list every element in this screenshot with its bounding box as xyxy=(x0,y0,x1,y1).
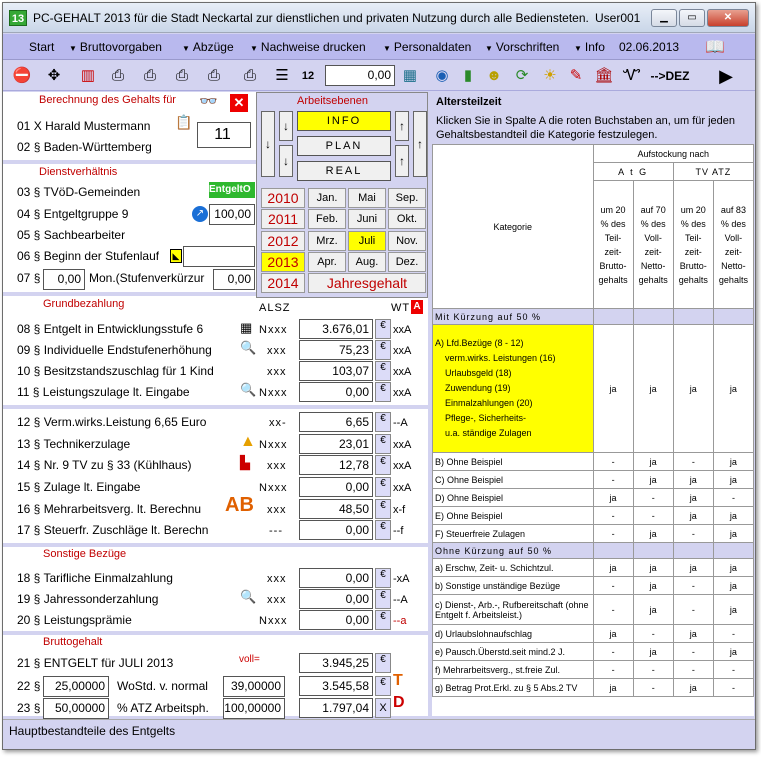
triangle-icon[interactable]: ◣ xyxy=(170,249,182,263)
barchart-icon[interactable]: ▙ xyxy=(240,455,250,470)
menu-info[interactable]: ▼ Info xyxy=(574,40,605,54)
section-berechnung: Berechnung des Gehalts für xyxy=(39,94,176,106)
title-bar xyxy=(3,3,755,33)
printer-color-icon[interactable]: ▥ xyxy=(80,67,96,84)
magnifier-icon[interactable]: 🔍 xyxy=(240,589,257,604)
book-icon[interactable]: 📖 xyxy=(705,39,725,56)
a-line: Einmalzahlungen (20) xyxy=(445,398,533,408)
month-dez[interactable]: Dez. xyxy=(388,252,426,272)
section-sonst: Sonstige Bezüge xyxy=(43,548,127,560)
cell: ja xyxy=(713,325,753,453)
a-line: u.a. ständige Zulagen xyxy=(445,428,532,438)
user-label: User001 xyxy=(595,11,641,25)
printer3-icon[interactable]: ⎙ xyxy=(175,67,188,84)
stack-icon[interactable]: ☰ xyxy=(275,67,289,84)
euro-label: € xyxy=(375,589,391,609)
euro-label: € xyxy=(375,434,391,454)
edit-icon[interactable]: ✎ xyxy=(569,67,583,84)
row-02: 02 § Baden-Württemberg xyxy=(17,140,152,154)
row-g2[interactable]: g) Betrag Prot.Erkl. zu § 5 Abs.2 TV ja - ja - xyxy=(433,679,754,697)
amount-field[interactable]: 0,00 xyxy=(325,65,395,86)
cell: ja xyxy=(593,325,633,453)
atz-value-field[interactable]: 1.797,04 xyxy=(299,698,373,718)
row-d2[interactable]: d) Urlaubslohnaufschlag ja - ja - xyxy=(433,625,754,643)
delete-icon[interactable]: ✕ xyxy=(230,94,248,112)
row-03: 03 § TVöD-Gemeinden xyxy=(17,185,141,199)
month-field[interactable]: 11 xyxy=(197,122,251,148)
euro-label: € xyxy=(375,340,391,360)
menu-start[interactable]: Start xyxy=(29,40,55,54)
month-aug[interactable]: Aug. xyxy=(348,252,386,272)
printer-icon[interactable]: ⎙ xyxy=(111,67,124,84)
ohne-kuerzung-row: Ohne Kürzung auf 50 % xyxy=(433,543,594,559)
clipboard-icon[interactable]: 📋 xyxy=(175,114,193,130)
arbeitsebenen-title: Arbeitsebenen xyxy=(297,95,368,107)
month-mrz[interactable]: Mrz. xyxy=(308,231,346,251)
arrow-up-long-icon[interactable]: ↑ xyxy=(413,111,427,177)
year-2014[interactable]: 2014 xyxy=(261,273,305,293)
value-field[interactable]: 0,00 xyxy=(299,589,373,609)
row-e2[interactable]: e) Pausch.Überstd.seit mind.2 J. - ja - ja xyxy=(433,643,754,661)
header-col3: um 20 % des Teil- zeit- Brutto- gehalts xyxy=(673,181,713,309)
euro-label: € xyxy=(375,361,391,381)
row-a[interactable] xyxy=(433,325,754,453)
arrow-down2-icon[interactable]: ↓ xyxy=(279,145,293,177)
arbeitsebenen-panel xyxy=(256,92,428,298)
row-05: 05 § Sachbearbeiter xyxy=(17,228,126,242)
value-field[interactable]: 0,00 xyxy=(299,520,373,540)
arrow-circle-icon[interactable]: ↗ xyxy=(192,206,208,222)
separator xyxy=(3,631,428,635)
people-icon[interactable]: ☻ xyxy=(486,67,502,84)
altersteilzeit-title: Altersteilzeit xyxy=(436,96,502,108)
printer2-icon[interactable]: ⎙ xyxy=(143,67,156,84)
menu-vorschriften[interactable]: ▼ Vorschriften xyxy=(485,40,560,54)
row-b2[interactable]: b) Sonstige unständige Bezüge - ja - ja xyxy=(433,577,754,595)
row-23-label: % ATZ Arbeitsph. xyxy=(117,701,209,715)
arrow-up2-icon[interactable]: ↑ xyxy=(395,145,409,177)
window-title: PC-GEHALT 2013 für die Stadt Neckartal zur dienstlichen und privaten Nutzung durch alle Bediensteten. xyxy=(33,11,589,25)
euro-label: € xyxy=(375,653,391,673)
printer4-icon[interactable]: ⎙ xyxy=(207,67,220,84)
a-line: Zuwendung (19) xyxy=(445,383,511,393)
euro-label: € xyxy=(375,477,391,497)
kategorie-table xyxy=(432,144,754,697)
value-field[interactable]: 48,50 xyxy=(299,499,373,519)
stufen-month-field[interactable]: 0,00 xyxy=(43,269,85,290)
euro-label: € xyxy=(375,455,391,475)
euro-label: € xyxy=(375,412,391,432)
left-panel: Berechnung des Gehalts für 👓 ✕ 01 X Harald Mustermann 📋 11 02 § Baden-Württemberg Dienstverhältnis 03 § TVöD-Gemeinden EntgeltO 04 § Entgeltgruppe 9 ↗ 100,00 05 § Sachbearbeiter 06 § Beginn der Stufenlauf ◣ 07 § 0,00 Mon.(Stufenverkürzur 0,00 Grundbezahlung ALSZ WT A 08 § Entgelt in Entwicklungsstufe 6 ▦ Nxxx 3.676,01 € xxA 09 § Individuelle Endstufenerhöhung 🔍 xxx 75,23 € xxA 10 § Besitzstandszuschlag für 1 Kind xxx 103,07 € xxA 11 § Leistungszulage lt. Eingabe 🔍 Nxxx 0,00 € xxA 12 § Verm.wirks.Leistung 6,65 Euro xx- 6,65 € --A 13 § Technikerzulage ▲ Nxxx 23,01 € xxA 14 § Nr. 9 TV zu § 33 (Kühlhaus) ▙ xxx 12,78 € xxA 15 § Zulage lt. Eingabe Nxxx 0,00 € xxA 16 § Mehrarbeitsverg. lt. Berechnu AB xxx 48,50 € x-f 17 § Steuerfr. Zuschläge lt. Berechn --- 0,00 € --f Sonstige Bezüge 18 § Tarifliche Einmalzahlung xxx 0,00 € -xA 19 § Jahressonderzahlung 🔍 xxx 0,00 € --A 20 § Leistungsprämie Nxxx 0,00 € --a Bruttogehalt 21 § ENTGELT für JULI 2013 voll= 3.945,25 € 22 § 25,00000 WoStd. v. normal 39,00000 3.545,58 € T 23 § 50,00000 % ATZ Arbeitsph. 100,00000 1.797,04 X D xyxy=(3,92,428,716)
row-c[interactable]: C) Ohne Beispiel - ja ja ja xyxy=(433,471,754,489)
year-2010[interactable]: 2010 xyxy=(261,188,305,208)
section-grund: Grundbezahlung xyxy=(43,298,125,310)
value-field[interactable]: 6,65 xyxy=(299,412,373,432)
row-e[interactable]: E) Ohne Beispiel - - ja ja xyxy=(433,507,754,525)
value-field[interactable]: 103,07 xyxy=(299,361,373,381)
a-line: Pflege-, Sicherheits- xyxy=(445,413,527,423)
month-apr[interactable]: Apr. xyxy=(308,252,346,272)
menu-bar xyxy=(3,34,755,60)
header-col2: auf 70 % des Voll- zeit- Netto- gehalts xyxy=(633,181,673,309)
row-b[interactable]: B) Ohne Beispiel - ja - ja xyxy=(433,453,754,471)
sun-icon[interactable]: ☀ xyxy=(543,67,557,84)
value-field[interactable]: 12,78 xyxy=(299,455,373,475)
a-line: verm.wirks. Leistungen (16) xyxy=(445,353,556,363)
value-field[interactable]: 0,00 xyxy=(299,477,373,497)
printer5-icon[interactable]: ⎙ xyxy=(243,67,256,84)
arrow-up-icon[interactable]: ↑ xyxy=(395,111,409,141)
month-juli[interactable]: Juli xyxy=(348,231,386,251)
d-icon[interactable]: D xyxy=(393,694,405,711)
magnifier-icon[interactable]: 🔍 xyxy=(240,340,257,355)
value-field[interactable]: 3.676,01 xyxy=(299,319,373,339)
euro-label: € xyxy=(375,520,391,540)
atz-percent-field[interactable]: 50,00000 xyxy=(43,698,109,719)
header-kategorie: Kategorie xyxy=(433,145,594,309)
row-23-num: 23 § xyxy=(17,701,41,715)
row-07-label: 07 § xyxy=(17,271,41,285)
row-22-num: 22 § xyxy=(17,679,41,693)
month-feb[interactable]: Feb. xyxy=(308,209,346,229)
month-jan[interactable]: Jan. xyxy=(308,188,346,208)
figure-icon[interactable]: Ꮙ xyxy=(623,67,641,84)
binoculars-icon[interactable]: 👓 xyxy=(199,93,218,110)
value-field[interactable]: 0,00 xyxy=(299,568,373,588)
entgelt-button[interactable]: EntgeltO xyxy=(209,182,255,198)
header-wt: WT xyxy=(391,302,411,314)
ab-icon[interactable]: AB xyxy=(225,494,254,516)
section-brutto: Bruttogehalt xyxy=(43,636,103,648)
altersteilzeit-desc: Klicken Sie in Spalte A die roten Buchstaben an, um für jeden Gehaltsbestandteil die Kategorie festzulegen. xyxy=(436,115,736,141)
wostd-normal-field[interactable]: 39,00000 xyxy=(223,676,285,697)
table-icon[interactable]: ▦ xyxy=(240,320,253,335)
row-c2[interactable]: c) Dienst-, Arb.-, Rufbereitschaft (ohne Entgelt f. Arbeitsleist.) - ja - ja xyxy=(433,595,754,625)
row-01: 01 X Harald Mustermann xyxy=(17,119,151,133)
header-aufstockung: Aufstockung nach xyxy=(593,145,754,163)
menu-nachweise[interactable]: ▼ Nachweise drucken xyxy=(250,40,366,54)
euro-label: € xyxy=(375,382,391,402)
maximize-button[interactable]: ▭ xyxy=(679,9,705,27)
atz-phase-field[interactable]: 100,00000 xyxy=(223,698,285,719)
row-22-label: WoStd. v. normal xyxy=(117,679,208,693)
row-21: 21 § ENTGELT für JULI 2013 xyxy=(17,656,174,670)
euro-label: € xyxy=(375,568,391,588)
row-d[interactable]: D) Ohne Beispiel ja - ja - xyxy=(433,489,754,507)
globe-icon[interactable]: ◉ xyxy=(435,67,449,84)
level-info-button[interactable]: INFO xyxy=(297,111,391,131)
magnifier-icon[interactable]: 🔍 xyxy=(240,382,257,397)
jahresgehalt-button[interactable]: Jahresgehalt xyxy=(308,273,426,293)
row-07-text: Mon.(Stufenverkürzur xyxy=(89,271,205,285)
year-2011[interactable]: 2011 xyxy=(261,209,305,229)
row-04: 04 § Entgeltgruppe 9 xyxy=(17,207,129,221)
value-field[interactable]: 0,00 xyxy=(299,610,373,630)
header-alsz: ALSZ xyxy=(259,302,291,314)
refresh-icon[interactable]: ⟳ xyxy=(515,67,529,84)
voll-label: voll= xyxy=(239,654,260,665)
close-button[interactable]: ✕ xyxy=(707,9,749,27)
row-f[interactable]: F) Steuerfreie Zulagen - ja - ja xyxy=(433,525,754,543)
euro-label: € xyxy=(375,610,391,630)
minimize-button[interactable]: ▁ xyxy=(651,9,677,27)
play-icon[interactable]: ▶ xyxy=(719,66,733,86)
stufenlauf-field[interactable] xyxy=(183,246,255,267)
wostd-field[interactable]: 25,00000 xyxy=(43,676,109,697)
arrow-down-long-icon[interactable]: ↓ xyxy=(261,111,275,177)
dez-button[interactable]: -->DEZ xyxy=(650,69,690,83)
status-bar: Hauptbestandteile des Entgelts xyxy=(3,719,755,743)
warning-icon[interactable]: ▲ xyxy=(240,433,256,450)
header-a[interactable]: A xyxy=(411,300,423,314)
right-panel xyxy=(432,92,754,716)
value-field[interactable]: 23,01 xyxy=(299,434,373,454)
bank-icon[interactable]: 🏛 xyxy=(594,67,614,84)
row-f2[interactable]: f) Mehrarbeitsverg., st.freie Zul. - - - - xyxy=(433,661,754,679)
row-a2[interactable]: a) Erschw, Zeit- u. Schichtzul. ja ja ja ja xyxy=(433,559,754,577)
header-col1: um 20 % des Teil- zeit- Brutto- gehalts xyxy=(593,181,633,309)
entgelt-percent-field[interactable]: 100,00 xyxy=(209,204,255,225)
value-field[interactable]: 0,00 xyxy=(299,382,373,402)
euro-label: € xyxy=(375,499,391,519)
menu-personaldaten[interactable]: ▼ Personaldaten xyxy=(383,40,472,54)
entgelt-voll-field[interactable]: 3.945,25 xyxy=(299,653,373,673)
stop-icon[interactable]: ⛔ xyxy=(12,67,32,84)
level-plan-button[interactable]: PLAN xyxy=(297,136,391,156)
app-icon: 13 xyxy=(9,10,27,26)
toolbar xyxy=(3,61,755,91)
header-col4: auf 83 % des Voll- zeit- Netto- gehalts xyxy=(713,181,753,309)
section-dienst: Dienstverhältnis xyxy=(39,166,118,178)
level-real-button[interactable]: REAL xyxy=(297,161,391,181)
cell: ja xyxy=(673,325,713,453)
a-line: Urlaubsgeld (18) xyxy=(445,368,512,378)
month-mai[interactable]: Mai xyxy=(348,188,386,208)
month-okt[interactable]: Okt. xyxy=(388,209,426,229)
month-juni[interactable]: Juni xyxy=(348,209,386,229)
main-window xyxy=(2,2,756,750)
tt-icon[interactable]: T xyxy=(393,672,403,689)
menu-bruttovorgaben[interactable]: ▼ Bruttovorgaben xyxy=(69,40,162,54)
teilzeit-value-field[interactable]: 3.545,58 xyxy=(299,676,373,696)
calculator-icon[interactable]: ▦ xyxy=(402,67,418,84)
separator xyxy=(3,543,428,547)
calendar-icon[interactable]: 12 xyxy=(301,70,315,82)
separator xyxy=(3,405,428,409)
a-line: A) Lfd.Bezüge (8 - 12) xyxy=(435,338,524,348)
mit-kuerzung-row: Mit Kürzung auf 50 % xyxy=(433,309,594,325)
row-06: 06 § Beginn der Stufenlauf xyxy=(17,249,160,263)
x-label: X xyxy=(375,698,391,718)
month-nov[interactable]: Nov. xyxy=(388,231,426,251)
header-atg: A t G xyxy=(593,163,673,181)
menu-date: 02.06.2013 xyxy=(619,40,680,54)
menu-abzuege[interactable]: ▼ Abzüge xyxy=(182,40,234,54)
header-tvatz: TV ATZ xyxy=(673,163,753,181)
year-2013[interactable]: 2013 xyxy=(261,252,305,272)
altersteilzeit-header xyxy=(432,92,754,144)
year-2012[interactable]: 2012 xyxy=(261,231,305,251)
book-green-icon[interactable]: ▮ xyxy=(463,67,473,84)
stufen-value-field[interactable]: 0,00 xyxy=(213,269,255,290)
euro-label: € xyxy=(375,319,391,339)
value-field[interactable]: 75,23 xyxy=(299,340,373,360)
cell: ja xyxy=(633,325,673,453)
month-sep[interactable]: Sep. xyxy=(388,188,426,208)
move-icon[interactable]: ✥ xyxy=(47,67,61,84)
euro-label: € xyxy=(375,676,391,696)
arrow-down-icon[interactable]: ↓ xyxy=(279,111,293,141)
